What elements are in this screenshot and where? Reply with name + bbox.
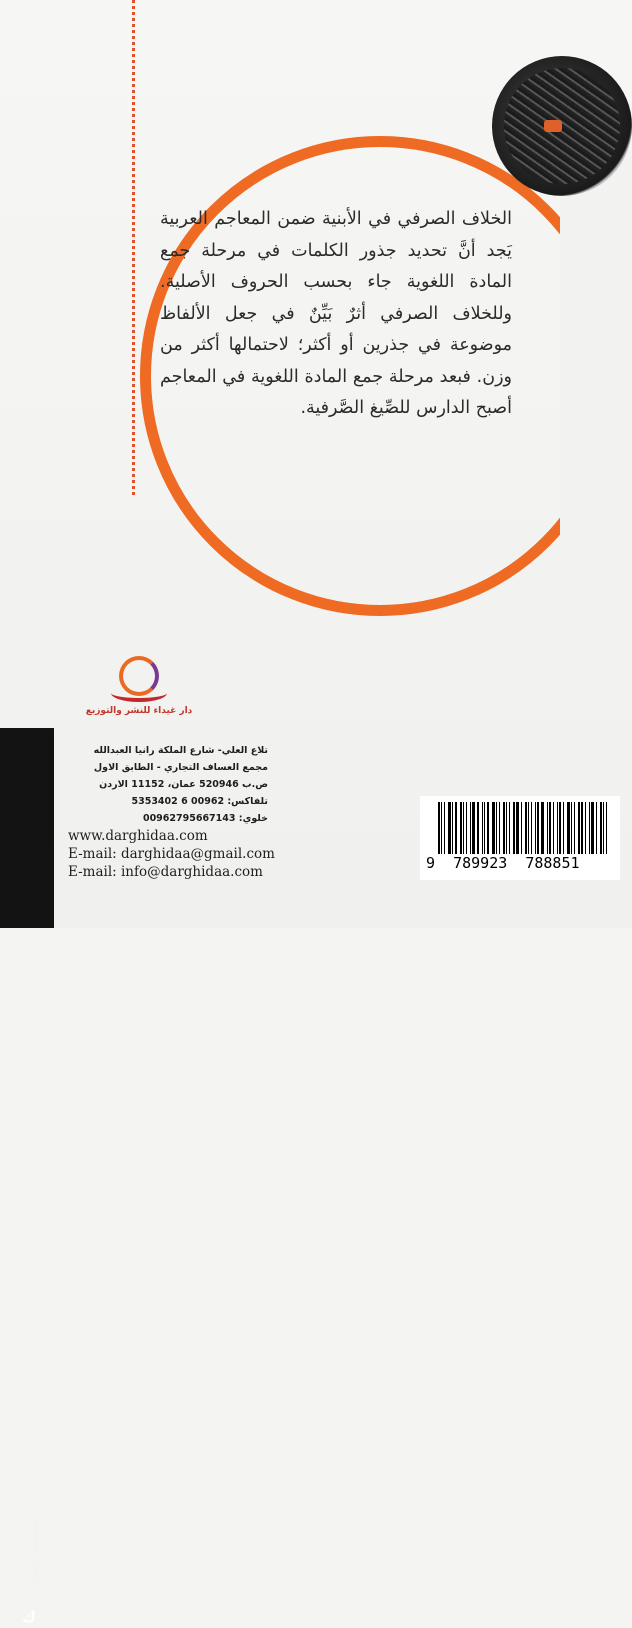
barcode-stripe	[513, 802, 515, 854]
publisher-contact	[68, 742, 275, 881]
barcode-stripe	[503, 802, 505, 854]
designer-mark-icon: ﻙ	[22, 1608, 36, 1626]
publisher-logo	[76, 648, 202, 728]
barcode-stripe	[521, 802, 522, 854]
mobile: خلوي: 00962795667143	[142, 813, 268, 824]
barcode-stripe	[444, 802, 445, 854]
address-line-1: تلاع العلي- شارع الملكة رانيا العبدالله	[93, 745, 268, 756]
barcode-stripe	[466, 802, 467, 854]
barcode-stripe	[438, 802, 440, 854]
barcode-number: 9 789923 788851	[426, 854, 580, 872]
back-cover-blurb: الخلاف الصرفي في الأبنية ضمن المعاجم العربية يَجد أنَّ تحديد جذور الكلمات في مرحلة جمع المادة اللغوية جاء بحسب الحروف الأصلية. وللخلاف الصرفي أثرٌ بَيِّنٌ في جعل الألفاظ موضوعة في جذرين أو أكثر؛ لاحتمالها أكثر من وزن. فبعد مرحلة جمع المادة اللغوية في المعاجم أصبح الدارس للصِّيغ الصَّرفية.	[160, 209, 512, 418]
barcode-stripe	[509, 802, 510, 854]
barcode-stripe	[482, 802, 483, 854]
barcode-stripe	[452, 802, 453, 854]
barcode-stripe	[496, 802, 497, 854]
po-box: ص.ب 520946 عمان، 11152 الاردن	[99, 779, 268, 790]
barcode-stripe	[492, 802, 495, 854]
barcode-stripe	[487, 802, 489, 854]
credit-band	[0, 728, 54, 1626]
barcode-stripe	[448, 802, 451, 854]
barcode-stripe	[574, 802, 575, 854]
barcode-stripe	[477, 802, 479, 854]
barcode-stripe	[596, 802, 597, 854]
barcode-bars	[438, 802, 614, 854]
calligraphy-plate-image	[492, 56, 632, 196]
barcode-stripe	[531, 802, 532, 854]
barcode-stripe	[463, 802, 464, 854]
email-1: E-mail: darghidaa@gmail.com	[68, 846, 275, 862]
barcode-stripe	[589, 802, 590, 854]
barcode-stripe	[581, 802, 583, 854]
barcode-stripe	[525, 802, 527, 854]
barcode-stripe	[455, 802, 457, 854]
calligraphy-pattern	[504, 68, 620, 184]
barcode-stripe	[441, 802, 442, 854]
barcode-stripe	[600, 802, 602, 854]
barcode-stripe	[557, 802, 558, 854]
barcode-stripe	[549, 802, 551, 854]
barcode-stripe	[553, 802, 554, 854]
barcode-stripe	[567, 802, 570, 854]
phone: تلفاكس: 00962 6 5353402	[131, 796, 268, 807]
cover-design-credit: تصميم الغلاف	[26, 1518, 42, 1594]
barcode-stripe	[571, 802, 572, 854]
barcode-stripe	[470, 802, 471, 854]
address-line-2: مجمع العساف التجاري - الطابق الاول	[93, 762, 268, 773]
website: www.darghidaa.com	[68, 828, 208, 844]
barcode-stripe	[559, 802, 561, 854]
barcode-stripe	[484, 802, 485, 854]
barcode-stripe	[537, 802, 539, 854]
barcode-stripe	[563, 802, 564, 854]
isbn-barcode	[420, 796, 620, 880]
barcode-stripe	[460, 802, 462, 854]
publisher-logo-icon	[109, 648, 169, 702]
barcode-stripe	[516, 802, 519, 854]
barcode-stripe	[472, 802, 475, 854]
barcode-stripe	[541, 802, 544, 854]
barcode-stripe	[506, 802, 507, 854]
barcode-stripe	[606, 802, 607, 854]
barcode-stripe	[591, 802, 594, 854]
barcode-stripe	[578, 802, 580, 854]
barcode-stripe	[528, 802, 529, 854]
publisher-name: دار غيداء للنشر والتوزيع	[85, 706, 193, 716]
barcode-stripe	[585, 802, 586, 854]
barcode-stripe	[535, 802, 536, 854]
barcode-stripe	[499, 802, 500, 854]
barcode-stripe	[547, 802, 548, 854]
plate-accent-mark	[544, 120, 562, 132]
email-2: E-mail: info@darghidaa.com	[68, 864, 263, 880]
circle-gap	[560, 150, 632, 590]
barcode-stripe	[603, 802, 604, 854]
dotted-divider	[132, 0, 135, 495]
